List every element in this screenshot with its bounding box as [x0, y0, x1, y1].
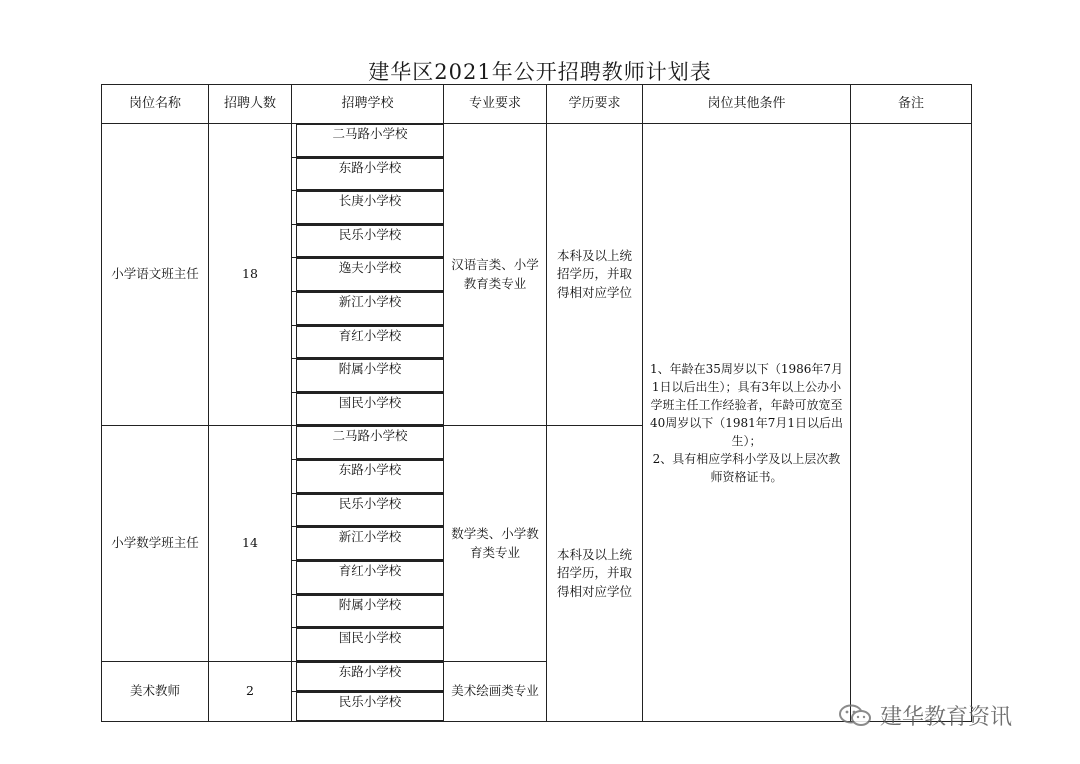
- school-cell: [292, 124, 444, 158]
- school-name: 东路小学校: [296, 662, 444, 691]
- school-cell: [292, 460, 444, 494]
- table-row: [102, 124, 972, 158]
- page-title: 建华区2021年公开招聘教师计划表: [368, 60, 712, 84]
- other-conditions-text: 1、年龄在35周岁以下（1986年7月1日以后出生）；具有3年以上公办小学班主任工作经验者，年龄可放宽至40周岁以下（1981年7月1日以后出生）； 2、具有相应学科小学及以上层次教师资格证书。: [649, 361, 844, 484]
- school-cell: [292, 628, 444, 662]
- school-name: 东路小学校: [296, 460, 444, 493]
- school-name: 附属小学校: [296, 595, 444, 628]
- school-name: 新江小学校: [296, 527, 444, 560]
- other-conditions-cell: [643, 124, 851, 722]
- header-count: 招聘人数: [209, 85, 292, 124]
- school-name: 民乐小学校: [296, 692, 444, 721]
- position-cell: 美术教师: [102, 661, 209, 721]
- header-remarks: 备注: [851, 85, 972, 124]
- school-cell: [292, 392, 444, 426]
- school-cell: [292, 292, 444, 326]
- watermark: [838, 700, 1012, 731]
- education-cell: 本科及以上统招学历，并取得相对应学位: [547, 426, 643, 722]
- school-cell: [292, 224, 444, 258]
- education-cell: 本科及以上统招学历，并取得相对应学位: [547, 124, 643, 426]
- remarks-cell: [851, 124, 972, 722]
- school-cell: [292, 493, 444, 527]
- school-cell: [292, 594, 444, 628]
- major-cell: 汉语言类、小学教育类专业: [444, 124, 547, 426]
- school-cell: [292, 258, 444, 292]
- school-name: 民乐小学校: [296, 225, 444, 258]
- school-name: 育红小学校: [296, 326, 444, 359]
- count-cell: 14: [209, 426, 292, 661]
- count-cell: 18: [209, 124, 292, 426]
- header-school: 招聘学校: [292, 85, 444, 124]
- position-cell: 小学数学班主任: [102, 426, 209, 661]
- header-education: 学历要求: [547, 85, 643, 124]
- header-major: 专业要求: [444, 85, 547, 124]
- school-name: 附属小学校: [296, 359, 444, 392]
- count-cell: 2: [209, 661, 292, 721]
- school-cell: [292, 426, 444, 460]
- school-cell: [292, 661, 444, 691]
- header-position: 岗位名称: [102, 85, 209, 124]
- school-name: 二马路小学校: [296, 426, 444, 459]
- school-name: 国民小学校: [296, 628, 444, 661]
- watermark-text: 建华教育资讯: [880, 705, 1013, 730]
- school-name: 逸夫小学校: [296, 258, 444, 291]
- school-name: 长庚小学校: [296, 191, 444, 224]
- position-cell: 小学语文班主任: [102, 124, 209, 426]
- school-cell: [292, 527, 444, 561]
- school-cell: [292, 157, 444, 191]
- school-cell: [292, 191, 444, 225]
- recruitment-plan-table: [101, 84, 972, 722]
- school-name: 育红小学校: [296, 561, 444, 594]
- school-cell: [292, 560, 444, 594]
- header-other-conditions: 岗位其他条件: [643, 85, 851, 124]
- school-cell: [292, 691, 444, 721]
- school-cell: [292, 359, 444, 393]
- major-cell: 数学类、小学教育类专业: [444, 426, 547, 661]
- school-name: 新江小学校: [296, 292, 444, 325]
- school-name: 东路小学校: [296, 158, 444, 191]
- school-name: 二马路小学校: [296, 124, 444, 157]
- school-name: 民乐小学校: [296, 494, 444, 527]
- wechat-icon: [838, 703, 874, 729]
- table-header-row: [102, 85, 972, 124]
- major-cell: 美术绘画类专业: [444, 661, 547, 721]
- school-cell: [292, 325, 444, 359]
- school-name: 国民小学校: [296, 393, 444, 426]
